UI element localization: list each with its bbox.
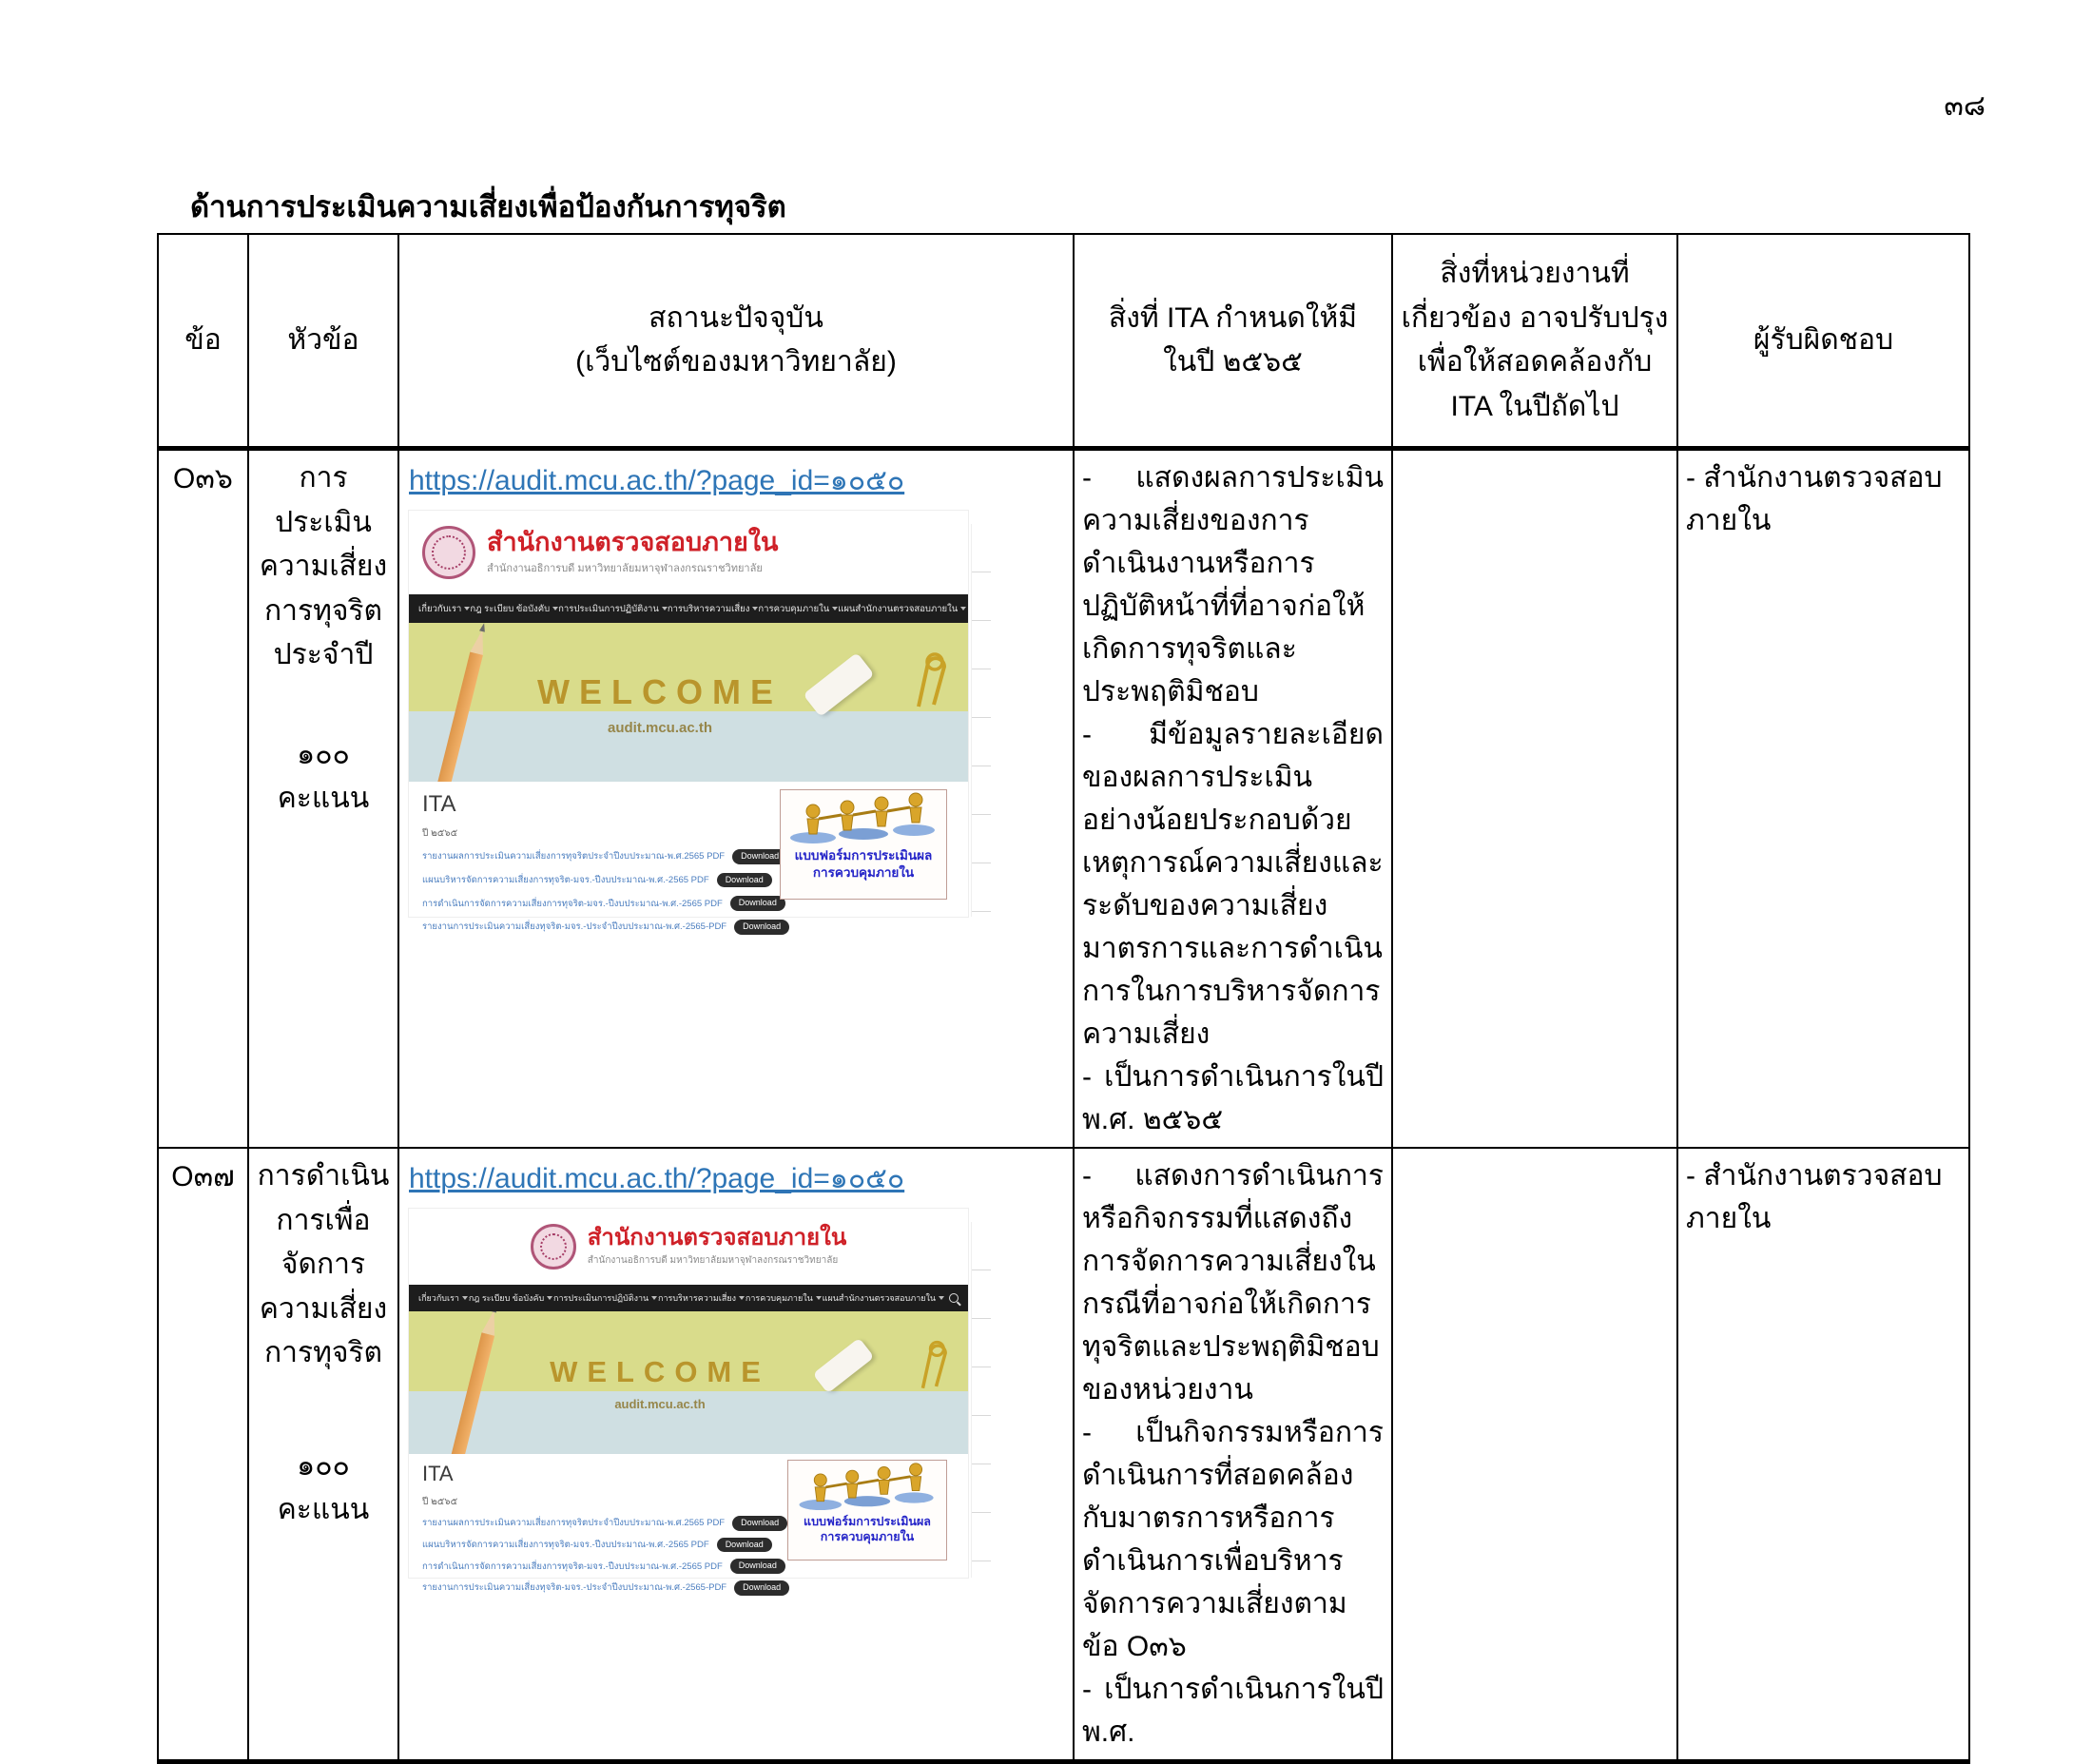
nav-label: กฎ ระเบียบ ข้อบังคับ (468, 1293, 545, 1303)
ita-point: - แสดงผลการประเมินความเสี่ยงของการดำเนินงานหรือการปฏิบัติหน้าที่ที่อาจก่อให้เกิดการทุจริตและประพฤติมิชอบ (1082, 462, 1384, 708)
site-subtitle: สำนักงานอธิการบดี มหาวิทยาลัยมหาจุฬาลงกรณราชวิทยาลัย (587, 1255, 839, 1267)
hero-banner (409, 1311, 968, 1454)
ita-point: - เป็นกิจกรรมหรือการดำเนินการที่สอดคล้องกับมาตรการหรือการดำเนินการเพื่อบริหารจัดการความเสี่ยงตามข้อ O๓๖ (1082, 1417, 1384, 1662)
nav-item-rules (470, 602, 558, 616)
header-status (398, 234, 1074, 449)
audit-site-preview (409, 1209, 968, 1594)
site-title: สำนักงานตรวจสอบภายใน (587, 1224, 847, 1250)
ita-point: - แสดงการดำเนินการหรือกิจกรรมที่แสดงถึงการจัดการความเสี่ยงในกรณีที่อาจก่อให้เกิดการทุจริตและประพฤติมิชอบของหน่วยงาน (1082, 1160, 1384, 1405)
ita-section (409, 1454, 968, 1594)
site-header (409, 511, 968, 594)
university-seal-icon (531, 1224, 576, 1270)
page-edge-strip (971, 524, 991, 917)
nav-item-risk (668, 602, 759, 616)
download-button: Download (732, 849, 787, 864)
site-header-text (487, 529, 779, 577)
nav-label: การประเมินการปฏิบัติงาน (558, 603, 659, 614)
ita-year-label: ปี ๒๕๖๕ (422, 828, 458, 839)
audit-site-preview (409, 511, 968, 933)
internal-control-form-banner (787, 1460, 947, 1560)
cell-ita-requirement (1074, 449, 1392, 1149)
page-edge-strip (971, 1222, 991, 1578)
chevron-down-icon (816, 1296, 822, 1300)
nav-label: แผนสำนักงานตรวจสอบภายใน (838, 603, 959, 614)
gold-figures-graphic (783, 790, 944, 843)
header-status-line2: (เว็บไซต์ของมหาวิทยาลัย) (575, 346, 897, 378)
ita-section (409, 782, 968, 933)
header-improvement: สิ่งที่หน่วยงานที่เกี่ยวข้อง อาจปรับปรุง เพื่อให้สอดคล้องกับ ITA ในปีถัดไป (1392, 234, 1677, 449)
ita-heading: ITA (422, 791, 456, 817)
topic-score: ๑๐๐ คะแนน (277, 738, 370, 814)
nav-item-plan (823, 1291, 944, 1305)
cell-responsible (1677, 1148, 1969, 1762)
header-topic: หัวข้อ (248, 234, 398, 449)
header-responsible: ผู้รับผิดชอบ (1677, 234, 1969, 449)
promo-text (781, 847, 946, 881)
download-file-link: แผนบริหารจัดการความเสี่ยงการทุจริต-มจร.-ปีงบประมาณ-พ.ศ.-2565 PDF (422, 875, 709, 886)
site-header (409, 1209, 968, 1285)
topic-text: การประเมินความเสี่ยงการทุจริตประจำปี (259, 462, 388, 670)
download-file-link: รายงานผลการประเมินความเสี่ยงการทุจริตประจำปีงบประมาณ-พ.ศ.2565 PDF (422, 1518, 726, 1529)
assessment-table (157, 233, 1970, 1764)
site-subtitle: สำนักงานอธิการบดี มหาวิทยาลัยมหาจุฬาลงกรณราชวิทยาลัย (487, 563, 763, 575)
download-button: Download (732, 1516, 787, 1531)
promo-line2: การควบคุมภายใน (812, 864, 915, 880)
chevron-down-icon (462, 1296, 468, 1300)
download-row (422, 920, 968, 935)
website-screenshot (409, 1209, 991, 1594)
download-button: Download (730, 1559, 785, 1574)
cell-item-no: O๓๖ (158, 449, 248, 1149)
promo-line2: การควบคุมภายใน (820, 1530, 915, 1544)
chevron-down-icon (547, 1296, 552, 1300)
cell-topic (248, 1148, 398, 1762)
nav-item-plan (838, 602, 966, 616)
nav-label: การประเมินการปฏิบัติงาน (553, 1293, 649, 1303)
hero-welcome-text: WELCOME (537, 672, 783, 711)
cell-topic (248, 449, 398, 1149)
header-ita-requirement: สิ่งที่ ITA กำหนดให้มี ในปี ๒๕๖๕ (1074, 234, 1392, 449)
table-header-row (158, 234, 1969, 449)
download-file-link: รายงานการประเมินความเสี่ยงทุจริต-มจร.-ประจำปีงบประมาณ-พ.ศ.-2565-PDF (422, 1582, 727, 1594)
binder-clip-icon (911, 1338, 955, 1393)
download-file-link: รายงานผลการประเมินความเสี่ยงการทุจริตประจำปีงบประมาณ-พ.ศ.2565 PDF (422, 851, 726, 863)
nav-label: เกี่ยวกับเรา (418, 603, 462, 614)
nav-label: การควบคุมภายใน (745, 1293, 813, 1303)
responsible-unit: - สำนักงานตรวจสอบภายใน (1686, 462, 1943, 536)
table-row (158, 1148, 1969, 1762)
binder-clip-icon (905, 649, 955, 712)
download-file-link: แผนบริหารจัดการความเสี่ยงการทุจริต-มจร.-ปีงบประมาณ-พ.ศ.-2565 PDF (422, 1540, 709, 1551)
download-button: Download (717, 1538, 772, 1553)
promo-text (788, 1514, 946, 1545)
nav-label: การบริหารความเสี่ยง (658, 1293, 737, 1303)
nav-item-rules (469, 1291, 552, 1305)
ita-heading: ITA (422, 1462, 454, 1485)
cell-responsible (1677, 449, 1969, 1149)
website-screenshot (409, 511, 991, 933)
topic-score: ๑๐๐ คะแนน (277, 1449, 370, 1525)
nav-item-evaluation (558, 602, 668, 616)
ita-year-label: ปี ๒๕๖๕ (422, 1497, 458, 1507)
audit-page-link[interactable]: https://audit.mcu.ac.th/?page_id=๑๐๕๐ (409, 465, 905, 496)
page-number: ๓๘ (1944, 90, 1985, 122)
site-navbar (409, 1285, 968, 1311)
header-status-line1: สถานะปัจจุบัน (649, 301, 823, 334)
site-title: สำนักงานตรวจสอบภายใน (487, 527, 779, 556)
site-header-text (588, 1226, 846, 1268)
university-seal-icon (422, 526, 475, 579)
promo-line1: แบบฟอร์มการประเมินผล (804, 1515, 931, 1528)
gold-figures-graphic (791, 1461, 943, 1510)
nav-item-about (418, 1291, 468, 1305)
responsible-unit: - สำนักงานตรวจสอบภายใน (1686, 1160, 1943, 1234)
download-row (422, 1559, 968, 1574)
header-no: ข้อ (158, 234, 248, 449)
nav-item-internal-control (746, 1291, 822, 1305)
cell-status (398, 1148, 1074, 1762)
hero-domain-text: audit.mcu.ac.th (607, 720, 713, 736)
download-file-link: รายงานการประเมินความเสี่ยงทุจริต-มจร.-ประจำปีงบประมาณ-พ.ศ.-2565-PDF (422, 921, 727, 933)
ita-point: - มีข้อมูลรายละเอียดของผลการประเมิน อย่างน้อยประกอบด้วยเหตุการณ์ความเสี่ยงและระดับของความเสี่ยง มาตรการและการดำเนินการในการบริหารจัดการความเสี่ยง (1082, 719, 1384, 1050)
chevron-down-icon (960, 607, 966, 611)
download-file-link: การดำเนินการจัดการความเสี่ยงการทุจริต-มจร.-ปีงบประมาณ-พ.ศ.-2565 PDF (422, 898, 723, 909)
nav-item-about (418, 602, 470, 616)
internal-control-form-banner (780, 789, 947, 900)
download-file-link: การดำเนินการจัดการความเสี่ยงการทุจริต-มจร.-ปีงบประมาณ-พ.ศ.-2565 PDF (422, 1560, 723, 1572)
ita-point: - เป็นการดำเนินการในปี พ.ศ. ๒๕๖๕ (1082, 1061, 1384, 1135)
nav-item-evaluation (553, 1291, 657, 1305)
cell-status (398, 449, 1074, 1149)
cell-item-no: O๓๗ (158, 1148, 248, 1762)
chevron-down-icon (651, 1296, 657, 1300)
cell-improvement (1392, 1148, 1677, 1762)
hero-banner (409, 623, 968, 782)
nav-label: การบริหารความเสี่ยง (667, 603, 750, 614)
download-button: Download (717, 873, 772, 888)
download-button: Download (734, 920, 789, 935)
table-row (158, 449, 1969, 1149)
audit-page-link[interactable]: https://audit.mcu.ac.th/?page_id=๑๐๕๐ (409, 1163, 905, 1194)
nav-label: กฎ ระเบียบ ข้อบังคับ (470, 603, 551, 614)
nav-item-internal-control (758, 602, 838, 616)
nav-label: การควบคุมภายใน (758, 603, 830, 614)
chevron-down-icon (739, 1296, 745, 1300)
search-icon (949, 1293, 959, 1303)
nav-label: แผนสำนักงานตรวจสอบภายใน (822, 1293, 937, 1303)
page-title: ด้านการประเมินความเสี่ยงเพื่อป้องกันการทุจริต (190, 190, 786, 223)
cell-ita-requirement (1074, 1148, 1392, 1762)
cell-improvement (1392, 449, 1677, 1149)
site-navbar (409, 594, 968, 623)
download-button: Download (734, 1580, 789, 1596)
download-row (422, 1580, 968, 1596)
nav-label: เกี่ยวกับเรา (418, 1293, 459, 1303)
ita-point: - เป็นการดำเนินการในปี พ.ศ. (1082, 1674, 1384, 1748)
hero-domain-text: audit.mcu.ac.th (614, 1397, 706, 1411)
topic-text: การดำเนินการเพื่อจัดการความเสี่ยงการทุจริต (257, 1160, 390, 1368)
promo-line1: แบบฟอร์มการประเมินผล (794, 848, 933, 863)
chevron-down-icon (939, 1296, 944, 1300)
nav-item-risk (658, 1291, 745, 1305)
hero-welcome-text: WELCOME (550, 1355, 770, 1388)
download-button: Download (730, 896, 785, 911)
